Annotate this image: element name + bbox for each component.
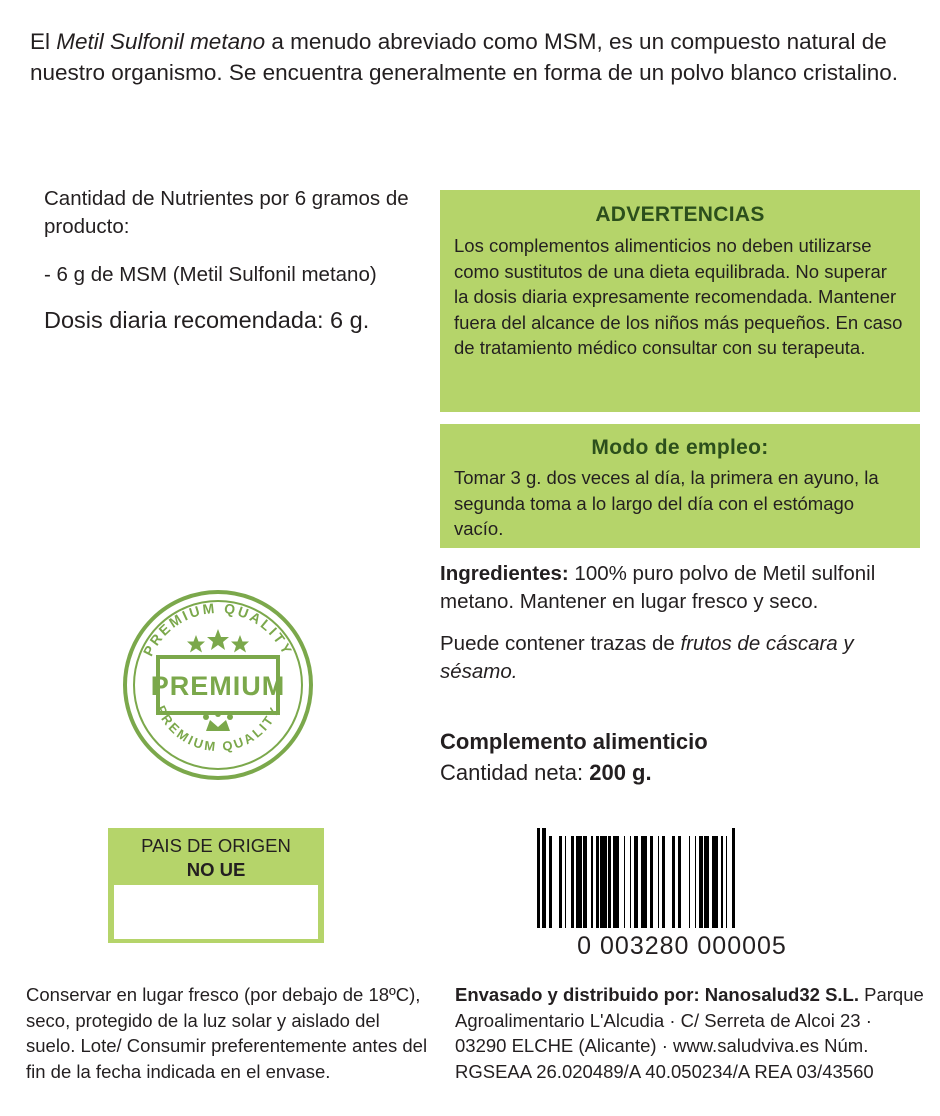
ingredients-block <box>440 560 922 686</box>
intro-post: a menudo abreviado como MSM, es un compuesto natural de nuestro organismo. Se encuentra generalmente en forma de un polvo blanco cristalino. <box>30 29 899 85</box>
daily-dose: Dosis diaria recomendada: 6 g. <box>44 307 370 333</box>
barcode <box>537 828 827 961</box>
warnings-panel <box>440 190 920 412</box>
net-quantity-value: 200 g. <box>589 760 652 785</box>
intro-pre: El <box>30 29 57 54</box>
traces-italic: frutos de cáscara y sésamo. <box>440 632 854 683</box>
ingredients-line <box>440 560 922 616</box>
svg-text:PREMIUM QUALITY: PREMIUM QUALITY <box>139 599 297 659</box>
svg-text:PREMIUM: PREMIUM <box>150 671 286 701</box>
usage-title: Modo de empleo: <box>591 436 769 459</box>
product-summary <box>440 727 922 789</box>
barcode-digits: 0 003280 000005 <box>577 932 787 960</box>
warnings-title: ADVERTENCIAS <box>595 203 765 226</box>
origin-blank-field <box>114 885 318 939</box>
manufacturer-address: Parque Agroalimentario L'Alcudia · C/ Serreta de Alcoi 23 · 03290 ELCHE (Alicante) · www.saludviva.es Núm. RGSEAA 26.020489/A 40.050234/A REA 03/43560 <box>455 984 924 1082</box>
usage-body: Tomar 3 g. dos veces al día, la primera en ayuno, la segunda toma a lo largo del día con el estómago vacío. <box>454 467 879 539</box>
storage-note-text: Conservar en lugar fresco (por debajo de 18ºC), seco, protegido de la luz solar y aislado del suelo. Lote/ Consumir preferentemente antes del fin de la fecha indicada en el envase. <box>26 984 428 1082</box>
origin-label: PAIS DE ORIGEN <box>141 835 291 856</box>
nutrients-lead: Cantidad de Nutrientes por 6 gramos de producto: <box>44 187 409 238</box>
intro-paragraph <box>30 26 920 88</box>
manufacturer-info <box>455 982 925 1084</box>
origin-value: NO UE <box>186 859 246 880</box>
country-of-origin-box <box>108 828 324 943</box>
nutrients-block <box>44 185 424 335</box>
net-quantity-line <box>440 757 922 789</box>
traces-line <box>440 630 922 686</box>
net-quantity-label: Cantidad neta: <box>440 760 590 785</box>
ingredients-text: 100% puro polvo de Metil sulfonil metano. Mantener en lugar fresco y seco. <box>440 562 876 613</box>
usage-panel <box>440 424 920 548</box>
supplement-line: Complemento alimenticio <box>440 729 708 754</box>
warnings-body: Los complementos alimenticios no deben utilizarse como sustitutos de una dieta equilibrada. No superar la dosis diaria expresamente recomendada. Mantener fuera del alcance de los niños más pequeños. En caso de tratamiento médico consultar con su terapeuta. <box>454 235 903 358</box>
barcode-bars <box>537 828 827 928</box>
intro-italic-term: Metil Sulfonil metano <box>56 29 266 54</box>
svg-text:PREMIUM QUALITY: PREMIUM QUALITY <box>153 703 283 755</box>
storage-note <box>26 982 431 1084</box>
premium-quality-stamp-icon <box>118 585 318 785</box>
ingredients-label: Ingredientes: <box>440 562 569 585</box>
nutrients-item: - 6 g de MSM (Metil Sulfonil metano) <box>44 263 377 286</box>
traces-pre: Puede contener trazas de <box>440 632 681 655</box>
manufacturer-name: Envasado y distribuido por: Nanosalud32 S.L. <box>455 984 859 1005</box>
